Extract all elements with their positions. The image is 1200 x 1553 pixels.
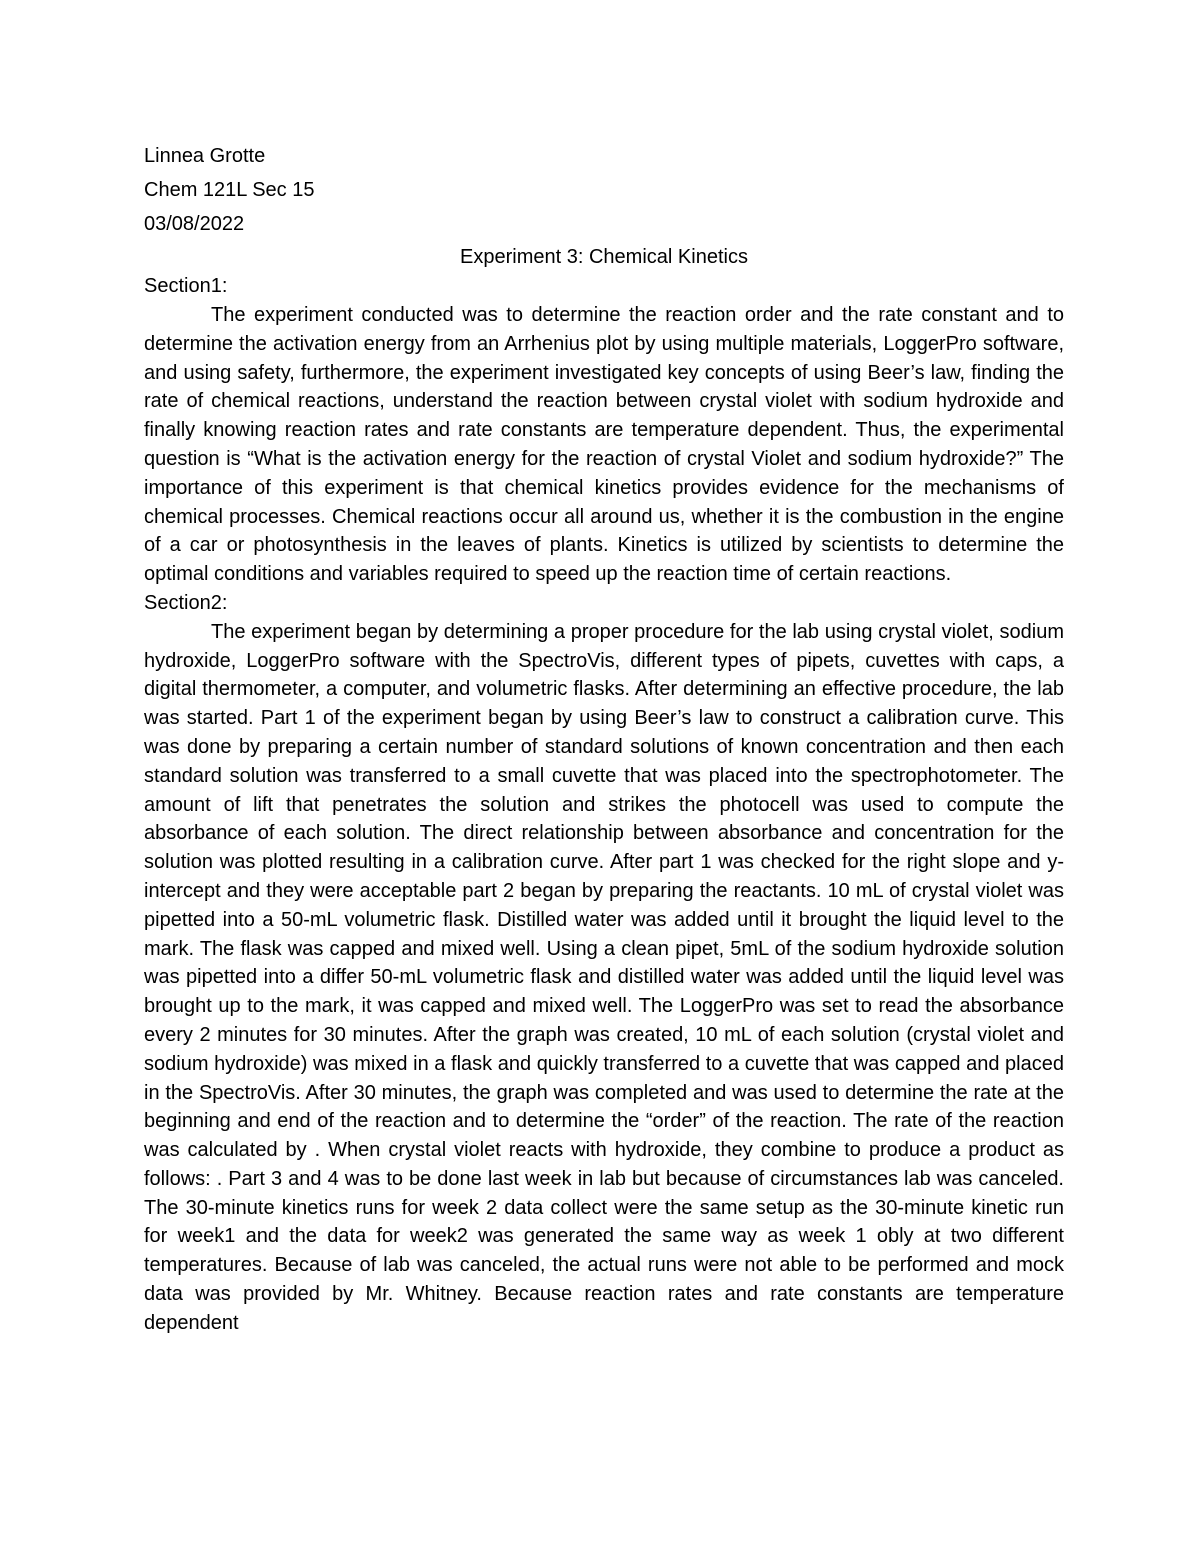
document-body xyxy=(144,142,1064,1338)
course-section: Chem 121L Sec 15 xyxy=(144,178,315,201)
report-date: 03/08/2022 xyxy=(144,212,245,235)
section-1-paragraph: The experiment conducted was to determine the reaction order and the rate constant and to determine the activation energy from an Arrhenius plot by using multiple materials, LoggerPro software, and using safety, furthermore, the experiment investigated key concepts of using Beer’s law, finding the rate of chemical reactions, understand the reaction between crystal violet with sodium hydroxide and finally knowing reaction rates and rate constants are temperature dependent. Thus, the experimental question is “What is the activation energy for the reaction of crystal Violet and sodium hydroxide?” The importance of this experiment is that chemical kinetics provides evidence for the mechanisms of chemical processes. Chemical reactions occur all around us, whether it is the combustion in the engine of a car or photosynthesis in the leaves of plants. Kinetics is utilized by scientists to determine the optimal conditions and variables required to speed up the reaction time of certain reactions. xyxy=(144,303,1064,586)
section-2-paragraph: The experiment began by determining a proper procedure for the lab using crystal violet, sodium hydroxide, LoggerPro software with the SpectroVis, different types of pipets, cuvettes with caps, a digital thermometer, a computer, and volumetric flasks. After determining an effective procedure, the lab was started. Part 1 of the experiment began by using Beer’s law to construct a calibration curve. This was done by preparing a certain number of standard solutions of known concentration and then each standard solution was transferred to a small cuvette that was placed into the spectrophotometer. The amount of lift that penetrates the solution and strikes the photocell was used to compute the absorbance of each solution. The direct relationship between absorbance and concentration for the solution was plotted resulting in a calibration curve. After part 1 was checked for the right slope and y-intercept and they were acceptable part 2 began by preparing the reactants. 10 mL of crystal violet was pipetted into a 50-mL volumetric flask. Distilled water was added until it brought the liquid level to the mark. The flask was capped and mixed well. Using a clean pipet, 5mL of the sodium hydroxide solution was pipetted into a differ 50-mL volumetric flask and distilled water was added until the liquid level was brought up to the mark, it was capped and mixed well. The LoggerPro was set to read the absorbance every 2 minutes for 30 minutes. After the graph was created, 10 mL of each solution (crystal violet and sodium hydroxide) was mixed in a flask and quickly transferred to a cuvette that was capped and placed in the SpectroVis. After 30 minutes, the graph was completed and was used to determine the rate at the beginning and end of the reaction and to determine the “order” of the reaction. The rate of the reaction was calculated by . When crystal violet reacts with hydroxide, they combine to produce a product as follows: . Part 3 and 4 was to be done last week in lab but because of circumstances lab was canceled. The 30-minute kinetics runs for week 2 data collect were the same setup as the 30-minute kinetic run for week1 and the data for week2 was generated the same way as week 1 obly at two different temperatures. Because of lab was canceled, the actual runs were not able to be performed and mock data was provided by Mr. Whitney. Because reaction rates and rate constants are temperature dependent xyxy=(144,620,1064,1334)
section-2-heading: Section2: xyxy=(144,591,228,614)
report-title: Experiment 3: Chemical Kinetics xyxy=(460,246,748,269)
section-1-heading: Section1: xyxy=(144,275,228,298)
author-name: Linnea Grotte xyxy=(144,145,266,167)
